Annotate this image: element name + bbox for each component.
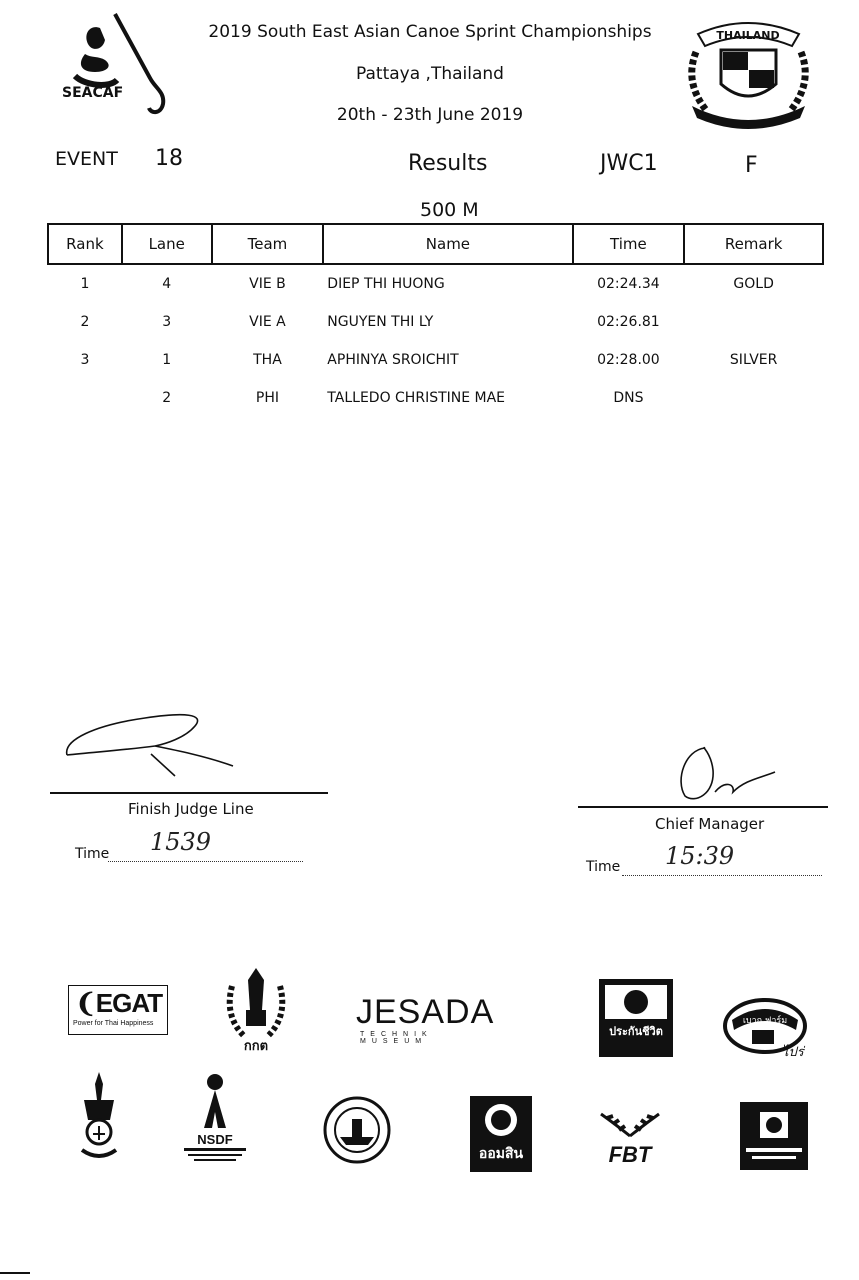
distance: 500 M [420,199,479,221]
cell-remark [684,379,823,417]
port-authority-seal [322,1095,392,1165]
cell-team: THA [253,352,282,368]
jesada-name: JESADA [356,993,495,1031]
gsb-bank-logo [468,1094,534,1174]
header-name: Name [323,224,572,264]
krungthai-bank-logo [738,1100,810,1172]
header-remark: Remark [684,224,823,264]
cell-lane: 1 [162,352,172,368]
seacaf-logo [55,10,185,120]
svg-text:ออมสิน: ออมสิน [478,1146,524,1162]
cell-team: VIE A [249,314,286,330]
chief-manager-label: Chief Manager [655,815,765,833]
header-rank: Rank [48,224,122,264]
class-code: JWC1 [600,151,658,176]
cell-time: 02:28.00 [597,352,660,368]
cell-lane: 2 [162,390,172,406]
cell-team: PHI [255,390,279,406]
results-heading: Results [408,151,488,176]
egat-logo: ❨EGAT Power for Thai Happiness [68,985,168,1035]
table-header-row [48,224,823,264]
cell-name: DIEP THI HUONG [327,276,445,292]
cell-time: 02:26.81 [597,314,660,330]
egat-tagline: Power for Thai Happiness [73,1020,154,1027]
page-edge-mark [0,1272,30,1274]
thailand-canoe-emblem [676,12,821,130]
cell-rank: 1 [80,276,90,292]
cell-remark: SILVER [729,352,778,368]
finish-judge-label: Finish Judge Line [128,800,254,818]
cell-rank: 2 [80,314,90,330]
svg-text:กกต: กกต [243,1039,269,1054]
cell-time: DNS [613,390,644,406]
fbt-logo [597,1108,663,1166]
fbt-name: FBT [608,1142,652,1166]
insurance-logo [597,977,675,1059]
event-number: 18 [155,146,183,171]
table-row [48,303,823,341]
emblem-banner-text: THAILAND [716,29,780,42]
cell-rank [48,379,122,417]
jesada-subtitle: TECHNIK MUSEUM [360,1031,433,1045]
cell-name: TALLEDO CHRISTINE MAE [327,390,506,406]
chief-time-label: Time [586,859,621,875]
navy-emblem [76,1070,122,1162]
egat-name: EGAT [95,988,163,1018]
cell-name: APHINYA SROICHIT [327,352,459,368]
table-row [48,341,823,379]
championship-dates: 20th - 23th June 2019 [336,105,524,125]
round-code: F [745,153,758,178]
cell-team: VIE B [249,276,286,292]
cell-lane: 4 [162,276,172,292]
farm-logo [722,990,808,1062]
seacaf-label: SEACAF [62,85,124,101]
header-team: Team [212,224,324,264]
cell-lane: 3 [162,314,172,330]
svg-text:ไปร่: ไปร่ [782,1045,804,1060]
nsdf-name: NSDF [197,1132,233,1147]
cell-remark: GOLD [733,276,774,292]
championship-title: 2019 South East Asian Canoe Sprint Championships [208,22,652,42]
cell-time: 02:24.34 [597,276,660,292]
svg-text:เบาก ฟาร์ม: เบาก ฟาร์ม [742,1016,788,1026]
table-row [48,379,823,417]
finish-time-handwritten: 1539 [150,828,212,856]
royal-thai-police-emblem [222,966,290,1054]
header-time: Time [573,224,685,264]
nsdf-logo [182,1072,248,1168]
cell-remark [684,303,823,341]
header-lane: Lane [122,224,212,264]
results-table [47,223,824,417]
championship-location: Pattaya ,Thailand [356,64,504,84]
finish-time-label: Time [75,846,110,862]
table-row [48,264,823,303]
finish-judge-line-rule [50,792,328,794]
event-label: EVENT [55,148,118,170]
chief-time-handwritten: 15:39 [665,842,735,870]
svg-text:ประกันชีวิต: ประกันชีวิต [609,1025,663,1038]
cell-rank: 3 [80,352,90,368]
cell-name: NGUYEN THI LY [327,314,434,330]
chief-manager-signature [665,740,785,805]
finish-judge-signature [55,700,245,785]
jesada-museum-logo [356,993,496,1045]
chief-manager-line-rule [578,806,828,808]
